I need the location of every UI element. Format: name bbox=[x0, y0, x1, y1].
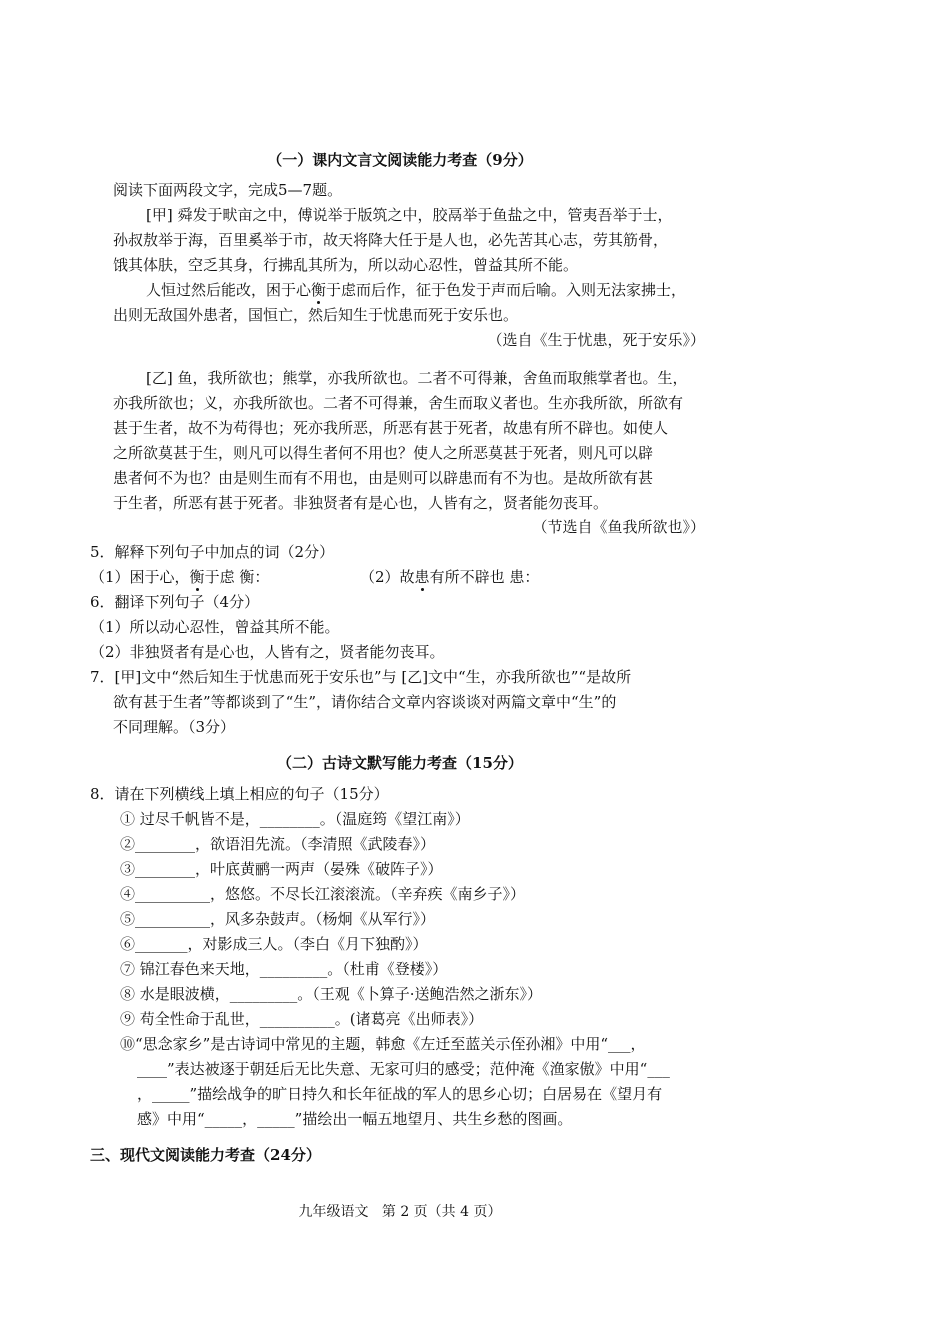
question-6: 6．翻译下列句子（4分） bbox=[90, 593, 260, 611]
question-7-line3: 不同理解。（3分） bbox=[113, 718, 236, 736]
fill-item-5: ⑤__________，风多杂鼓声。（杨炯《从军行》） bbox=[120, 910, 436, 928]
passage-jia-line4 bbox=[146, 280, 686, 300]
dotted-word: 衡 bbox=[311, 281, 327, 299]
question-7-line1: 7．[甲]文中“然后知生于忧患而死于安乐也”与 [乙]文中“生，亦我所欲也”“是故所 bbox=[90, 668, 632, 686]
passage-jia-line5: 出则无敌国外患者，国恒亡，然后知生于忧患而死于安乐也。 bbox=[113, 306, 519, 324]
fill-item-1: ① 过尽千帆皆不是，________。（温庭筠《望江南》） bbox=[120, 810, 470, 828]
source-jia: （选自《生于忧患，死于安乐》） bbox=[487, 331, 705, 349]
passage-jia-line1: [甲] 舜发于畎亩之中，傅说举于版筑之中，胶鬲举于鱼盐之中，管夷吾举于士， bbox=[146, 206, 673, 224]
text-segment: （2）故 bbox=[360, 568, 415, 586]
fill-item-8: ⑧ 水是眼波横，_________。（王观《卜算子·送鲍浩然之浙东》） bbox=[120, 985, 543, 1003]
fill-item-4: ④__________，悠悠。不尽长江滚滚流。（辛弃疾《南乡子》） bbox=[120, 885, 526, 903]
passage-yi-line6: 于生者，所恶有甚于死者。非独贤者有是心也，人皆有之，贤者能勿丧耳。 bbox=[113, 494, 609, 512]
section3-title: 三、现代文阅读能力考查（24分） bbox=[90, 1146, 321, 1164]
passage-yi-line5: 患者何不为也？由是则生而有不用也，由是则可以辟患而有不为也。是故所欲有甚 bbox=[113, 469, 654, 487]
dotted-word: 衡 bbox=[189, 568, 205, 586]
question-7-line2: 欲有甚于生者”等都谈到了“生”，请你结合文章内容谈谈对两篇文章中“生”的 bbox=[113, 693, 617, 711]
question-5-part1 bbox=[90, 567, 269, 587]
passage-yi-line1: [乙] 鱼，我所欲也；熊掌，亦我所欲也。二者不可得兼，舍鱼而取熊掌者也。生， bbox=[146, 369, 688, 387]
fill-item-10-line2: ____”表达被逐于朝廷后无比失意、无家可归的感受；范仲淹《渔家傲》中用“___ bbox=[137, 1060, 670, 1078]
fill-item-7: ⑦ 锦江春色来天地，_________。（杜甫《登楼》） bbox=[120, 960, 448, 978]
passage-jia-line2: 孙叔敖举于海，百里奚举于市，故天将降大任于是人也，必先苦其心志，劳其筋骨， bbox=[113, 231, 669, 249]
text-segment: 于虑而后作，征于色发于声而后喻。入则无法家拂士， bbox=[326, 281, 687, 299]
text-segment: 于虑 衡： bbox=[204, 568, 270, 586]
question-5: 5．解释下列句子中加点的词（2分） bbox=[90, 543, 335, 561]
fill-item-9: ⑨ 苟全性命于乱世，__________。(诸葛亮《出师表》） bbox=[120, 1010, 484, 1028]
fill-item-2: ②________，欲语泪先流。（李清照《武陵春》） bbox=[120, 835, 436, 853]
passage-yi-line4: 之所欲莫甚于生，则凡可以得生者何不用也？使人之所恶莫甚于死者，则凡可以辟 bbox=[113, 444, 654, 462]
text-segment: 有所不辟也 患： bbox=[429, 568, 540, 586]
passage-yi-line3: 甚于生者，故不为苟得也；死亦我所恶，所恶有甚于死者，故患有所不辟也。如使人 bbox=[113, 419, 669, 437]
passage-jia-line3: 饿其体肤，空乏其身，行拂乱其所为，所以动心忍性，曾益其所不能。 bbox=[113, 256, 579, 274]
fill-item-10-line3: ，_____”描绘战争的旷日持久和长年征战的军人的思乡心切；白居易在《望月有 bbox=[137, 1085, 663, 1103]
fill-item-6: ⑥_______，对影成三人。（李白《月下独酌》） bbox=[120, 935, 428, 953]
question-5-part2 bbox=[360, 567, 539, 587]
text-segment: （1）困于心， bbox=[90, 568, 190, 586]
dotted-word: 患 bbox=[414, 568, 430, 586]
section1-intro: 阅读下面两段文字，完成5—7题。 bbox=[113, 181, 343, 199]
section1-title: （一）课内文言文阅读能力考查（9分） bbox=[267, 151, 533, 169]
fill-item-10-line1: ⑩“思念家乡”是古诗词中常见的主题，韩愈《左迁至蓝关示侄孙湘》中用“___， bbox=[120, 1035, 646, 1053]
fill-item-3: ③________，叶底黄鹂一两声（晏殊《破阵子》） bbox=[120, 860, 443, 878]
source-yi: （节选自《鱼我所欲也》） bbox=[532, 518, 705, 536]
page-footer: 九年级语文 第 2 页（共 4 页） bbox=[298, 1204, 502, 1220]
question-8: 8．请在下列横线上填上相应的句子（15分） bbox=[90, 785, 389, 803]
passage-yi-line2: 亦我所欲也；义，亦我所欲也。二者不可得兼，舍生而取义者也。生亦我所欲，所欲有 bbox=[113, 394, 684, 412]
section2-title: （二）古诗文默写能力考查（15分） bbox=[277, 754, 523, 772]
question-6-part2: （2）非独贤者有是心也，人皆有之，贤者能勿丧耳。 bbox=[90, 643, 445, 661]
question-6-part1: （1）所以动心忍性，曾益其所不能。 bbox=[90, 618, 340, 636]
text-segment: 人恒过然后能改，困于心 bbox=[146, 281, 312, 299]
fill-item-10-line4: 感》中用“_____，_____”描绘出一幅五地望月、共生乡愁的图画。 bbox=[137, 1110, 573, 1128]
